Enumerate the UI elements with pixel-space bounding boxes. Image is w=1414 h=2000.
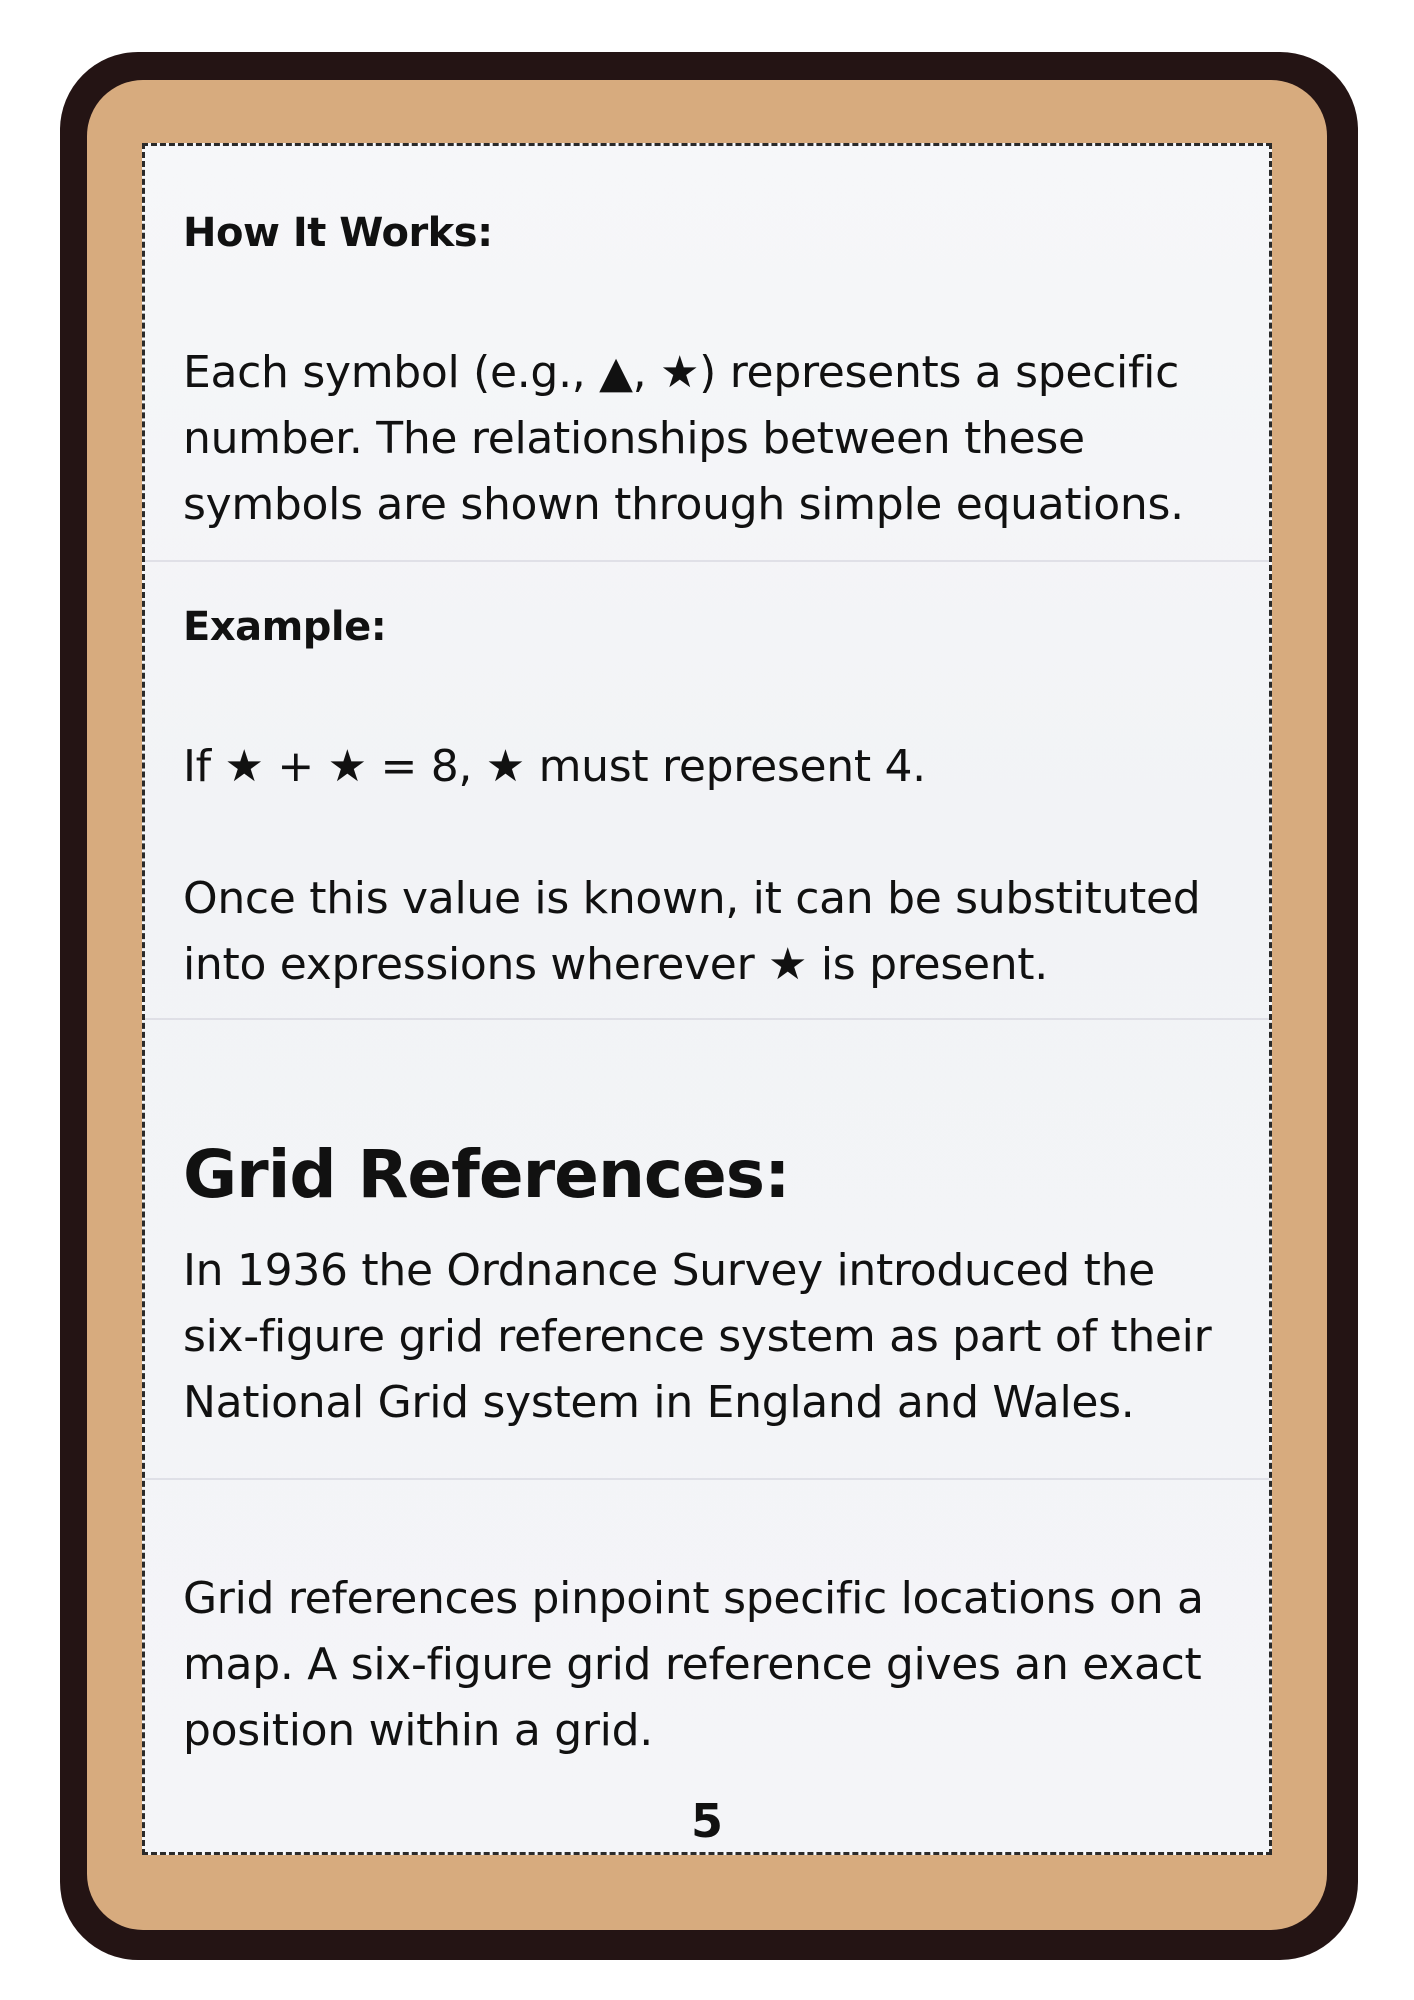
example-paragraph: Once this value is known, it can be substituted into expressions wherever ★ is present. xyxy=(183,873,1201,990)
fold-line xyxy=(145,1018,1269,1020)
paper-panel xyxy=(142,143,1272,1855)
page-number: 5 xyxy=(690,1794,723,1848)
fold-line xyxy=(145,1478,1269,1480)
grid-references-paragraph-1: In 1936 the Ordnance Survey introduced the six-figure grid reference system as part of their National Grid system in England and Wales. xyxy=(183,1245,1212,1428)
how-it-works-label: How It Works: xyxy=(183,210,493,256)
example-label: Example: xyxy=(183,604,387,650)
how-it-works-paragraph: Each symbol (e.g., ▲, ★) represents a specific number. The relationships between these symbols are shown through simple equations. xyxy=(183,347,1184,530)
grid-references-title: Grid References: xyxy=(183,1136,790,1213)
fold-line xyxy=(145,560,1269,562)
grid-references-paragraph-2: Grid references pinpoint specific locations on a map. A six-figure grid reference gives an exact position within a grid. xyxy=(183,1573,1204,1756)
example-equation: If ★ + ★ = 8, ★ must represent 4. xyxy=(183,741,926,792)
